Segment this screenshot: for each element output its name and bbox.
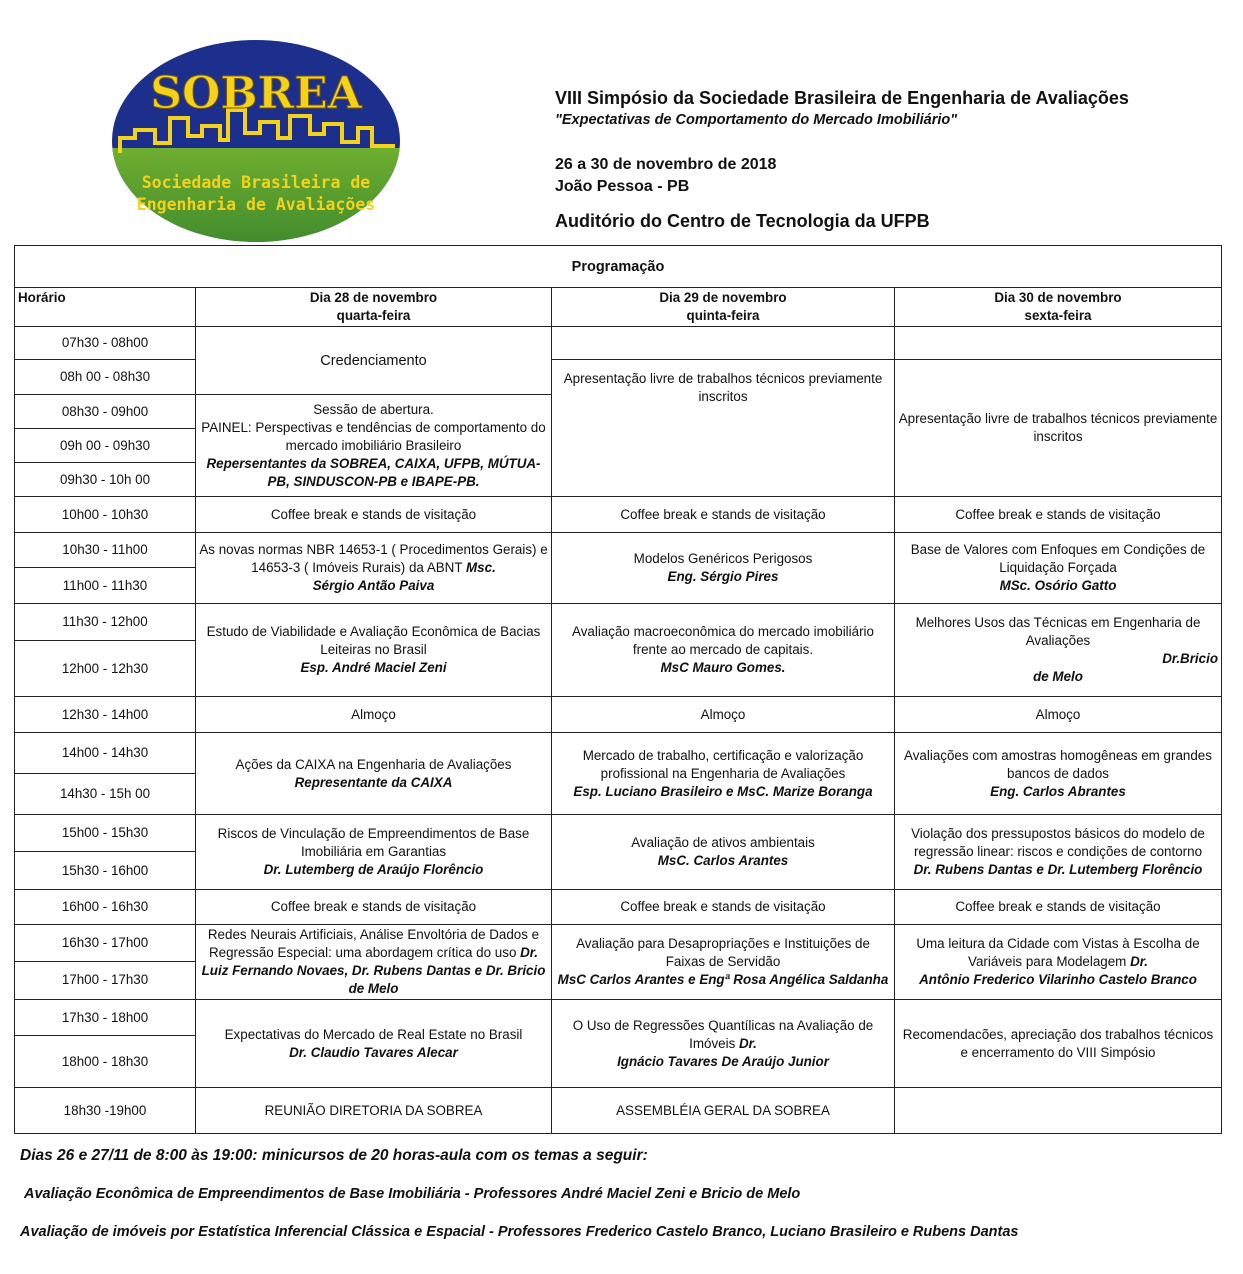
svg-text:SOBREA: SOBREA — [150, 68, 362, 119]
session-credenciamento: Credenciamento — [196, 327, 552, 395]
session-real-estate: Expectativas do Mercado de Real Estate no Brasil Dr. Claudio Tavares Alecar — [196, 1000, 552, 1088]
day-header-29: Dia 29 de novembro quinta-feira — [552, 288, 895, 327]
session-coffee: Coffee break e stands de visitação — [552, 497, 895, 533]
event-title: VIII Simpósio da Sociedade Brasileira de Engenharia de Avaliações — [555, 88, 1129, 108]
time-slot: 17h30 - 18h00 — [15, 1000, 196, 1036]
session-usos: Melhores Usos das Técnicas em Engenharia de Avaliações Dr.Bricio de Melo — [895, 604, 1222, 697]
session-desapropriacoes: Avaliação para Desapropriações e Instituições de Faixas de Servidão MsC Carlos Arantes e Engª Rosa Angélica Saldanha — [552, 925, 895, 1000]
session-modelos: Modelos Genéricos Perigosos Eng. Sérgio Pires — [552, 533, 895, 604]
time-slot: 17h00 - 17h30 — [15, 961, 196, 999]
session-base-valores: Base de Valores com Enfoques em Condições de Liquidação Forçada MSc. Osório Gatto — [895, 533, 1222, 604]
time-slot: 11h30 - 12h00 — [15, 604, 196, 641]
session-leitura-cidade: Uma leitura da Cidade com Vistas à Escolha de Variáveis para Modelagem Dr. Antônio Frederico Vilarinho Castelo Branco — [895, 925, 1222, 1000]
programme-title: Programação — [15, 246, 1222, 288]
day-header-28: Dia 28 de novembro quarta-feira — [196, 288, 552, 327]
svg-text:Sociedade Brasileira de: Sociedade Brasileira de — [141, 173, 371, 192]
session-almoco: Almoço — [895, 697, 1222, 733]
time-slot: 18h00 - 18h30 — [15, 1036, 196, 1088]
programme-table — [14, 245, 1222, 1134]
time-slot: 15h00 - 15h30 — [15, 815, 196, 852]
session-apresentacao-30: Apresentação livre de trabalhos técnicos previamente inscritos — [895, 360, 1222, 497]
event-subtitle: "Expectativas de Comportamento do Mercado Imobiliário" — [555, 112, 958, 128]
session-coffee: Coffee break e stands de visitação — [895, 497, 1222, 533]
time-slot: 12h00 - 12h30 — [15, 641, 196, 697]
time-slot: 14h00 - 14h30 — [15, 733, 196, 774]
session-ativos: Avaliação de ativos ambientais MsC. Carlos Arantes — [552, 815, 895, 890]
time-slot: 10h30 - 11h00 — [15, 533, 196, 568]
empty-cell — [895, 1088, 1222, 1134]
session-almoco: Almoço — [196, 697, 552, 733]
session-riscos: Riscos de Vinculação de Empreendimentos de Base Imobiliária em Garantias Dr. Lutemberg de Araújo Florêncio — [196, 815, 552, 890]
time-slot: 08h 00 - 08h30 — [15, 360, 196, 395]
time-slot: 07h30 - 08h00 — [15, 327, 196, 360]
session-almoco: Almoço — [552, 697, 895, 733]
sobrea-logo — [110, 38, 402, 244]
session-coffee: Coffee break e stands de visitação — [196, 497, 552, 533]
session-recomendacoes: Recomendacões, apreciação dos trabalhos técnicos e encerramento do VIII Simpósio — [895, 1000, 1222, 1088]
session-mercado-trabalho: Mercado de trabalho, certificação e valorização profissional na Engenharia de Avaliações Esp. Luciano Brasileiro e MsC. Marize Boranga — [552, 733, 895, 815]
svg-text:Engenharia de Avaliações: Engenharia de Avaliações — [136, 195, 376, 214]
time-slot: 15h30 - 16h00 — [15, 852, 196, 890]
minicurso-1: Avaliação Econômica de Empreendimentos de Base Imobiliária - Professores André Maciel Zeni e Bricio de Melo — [24, 1186, 801, 1202]
session-normas: As novas normas NBR 14653-1 ( Procedimentos Gerais) e 14653-3 ( Imóveis Rurais) da ABNT Msc. Sérgio Antão Paiva — [196, 533, 552, 604]
session-reuniao: REUNIÃO DIRETORIA DA SOBREA — [196, 1088, 552, 1134]
time-slot: 08h30 - 09h00 — [15, 395, 196, 429]
horario-header: Horário — [15, 288, 196, 327]
day-header-30: Dia 30 de novembro sexta-feira — [895, 288, 1222, 327]
session-coffee: Coffee break e stands de visitação — [552, 890, 895, 925]
session-coffee: Coffee break e stands de visitação — [196, 890, 552, 925]
session-violacao: Violação dos pressupostos básicos do modelo de regressão linear: riscos e condições de contorno Dr. Rubens Dantas e Dr. Lutemberg Florêncio — [895, 815, 1222, 890]
session-redes-neurais: Redes Neurais Artificiais, Análise Envoltória de Dados e Regressão Especial: uma abordagem crítica do uso Dr. Luiz Fernando Novaes, Dr. Rubens Dantas e Dr. Bricio de Melo — [196, 925, 552, 1000]
event-venue: Auditório do Centro de Tecnologia da UFPB — [555, 211, 930, 231]
minicursos-intro: Dias 26 e 27/11 de 8:00 às 19:00: minicursos de 20 horas-aula com os temas a seguir: — [20, 1147, 648, 1164]
session-quantilicas: O Uso de Regressões Quantílicas na Avaliação de Imóveis Dr. Ignácio Tavares De Araújo Junior — [552, 1000, 895, 1088]
time-slot: 18h30 -19h00 — [15, 1088, 196, 1134]
session-amostras: Avaliações com amostras homogêneas em grandes bancos de dados Eng. Carlos Abrantes — [895, 733, 1222, 815]
event-dates: 26 a 30 de novembro de 2018 — [555, 156, 777, 173]
session-macro: Avaliação macroeconômica do mercado imobiliário frente ao mercado de capitais. MsC Mauro Gomes. — [552, 604, 895, 697]
empty-cell — [552, 327, 895, 360]
time-slot: 16h30 - 17h00 — [15, 925, 196, 962]
time-slot: 09h30 - 10h 00 — [15, 463, 196, 497]
time-slot: 10h00 - 10h30 — [15, 497, 196, 533]
session-abertura: Sessão de abertura. PAINEL: Perspectivas e tendências de comportamento do mercado imobiliário Brasileiro Repersentantes da SOBREA, CAIXA, UFPB, MÚTUA-PB, SINDUSCON-PB e IBAPE-PB. — [196, 395, 552, 497]
time-slot: 12h30 - 14h00 — [15, 697, 196, 733]
time-slot: 14h30 - 15h 00 — [15, 774, 196, 815]
minicurso-2: Avaliação de imóveis por Estatística Inferencial Clássica e Espacial - Professores Frederico Castelo Branco, Luciano Brasileiro e Rubens Dantas — [20, 1224, 1019, 1240]
session-bacias: Estudo de Viabilidade e Avaliação Econômica de Bacias Leiteiras no Brasil Esp. André Maciel Zeni — [196, 604, 552, 697]
event-city: João Pessoa - PB — [555, 178, 690, 195]
time-slot: 09h 00 - 09h30 — [15, 429, 196, 463]
empty-cell — [895, 327, 1222, 360]
session-coffee: Coffee break e stands de visitação — [895, 890, 1222, 925]
time-slot: 11h00 - 11h30 — [15, 568, 196, 604]
session-apresentacao-29: Apresentação livre de trabalhos técnicos previamente inscritos — [552, 360, 895, 497]
session-caixa: Ações da CAIXA na Engenharia de Avaliações Representante da CAIXA — [196, 733, 552, 815]
session-assembleia: ASSEMBLÉIA GERAL DA SOBREA — [552, 1088, 895, 1134]
time-slot: 16h00 - 16h30 — [15, 890, 196, 925]
